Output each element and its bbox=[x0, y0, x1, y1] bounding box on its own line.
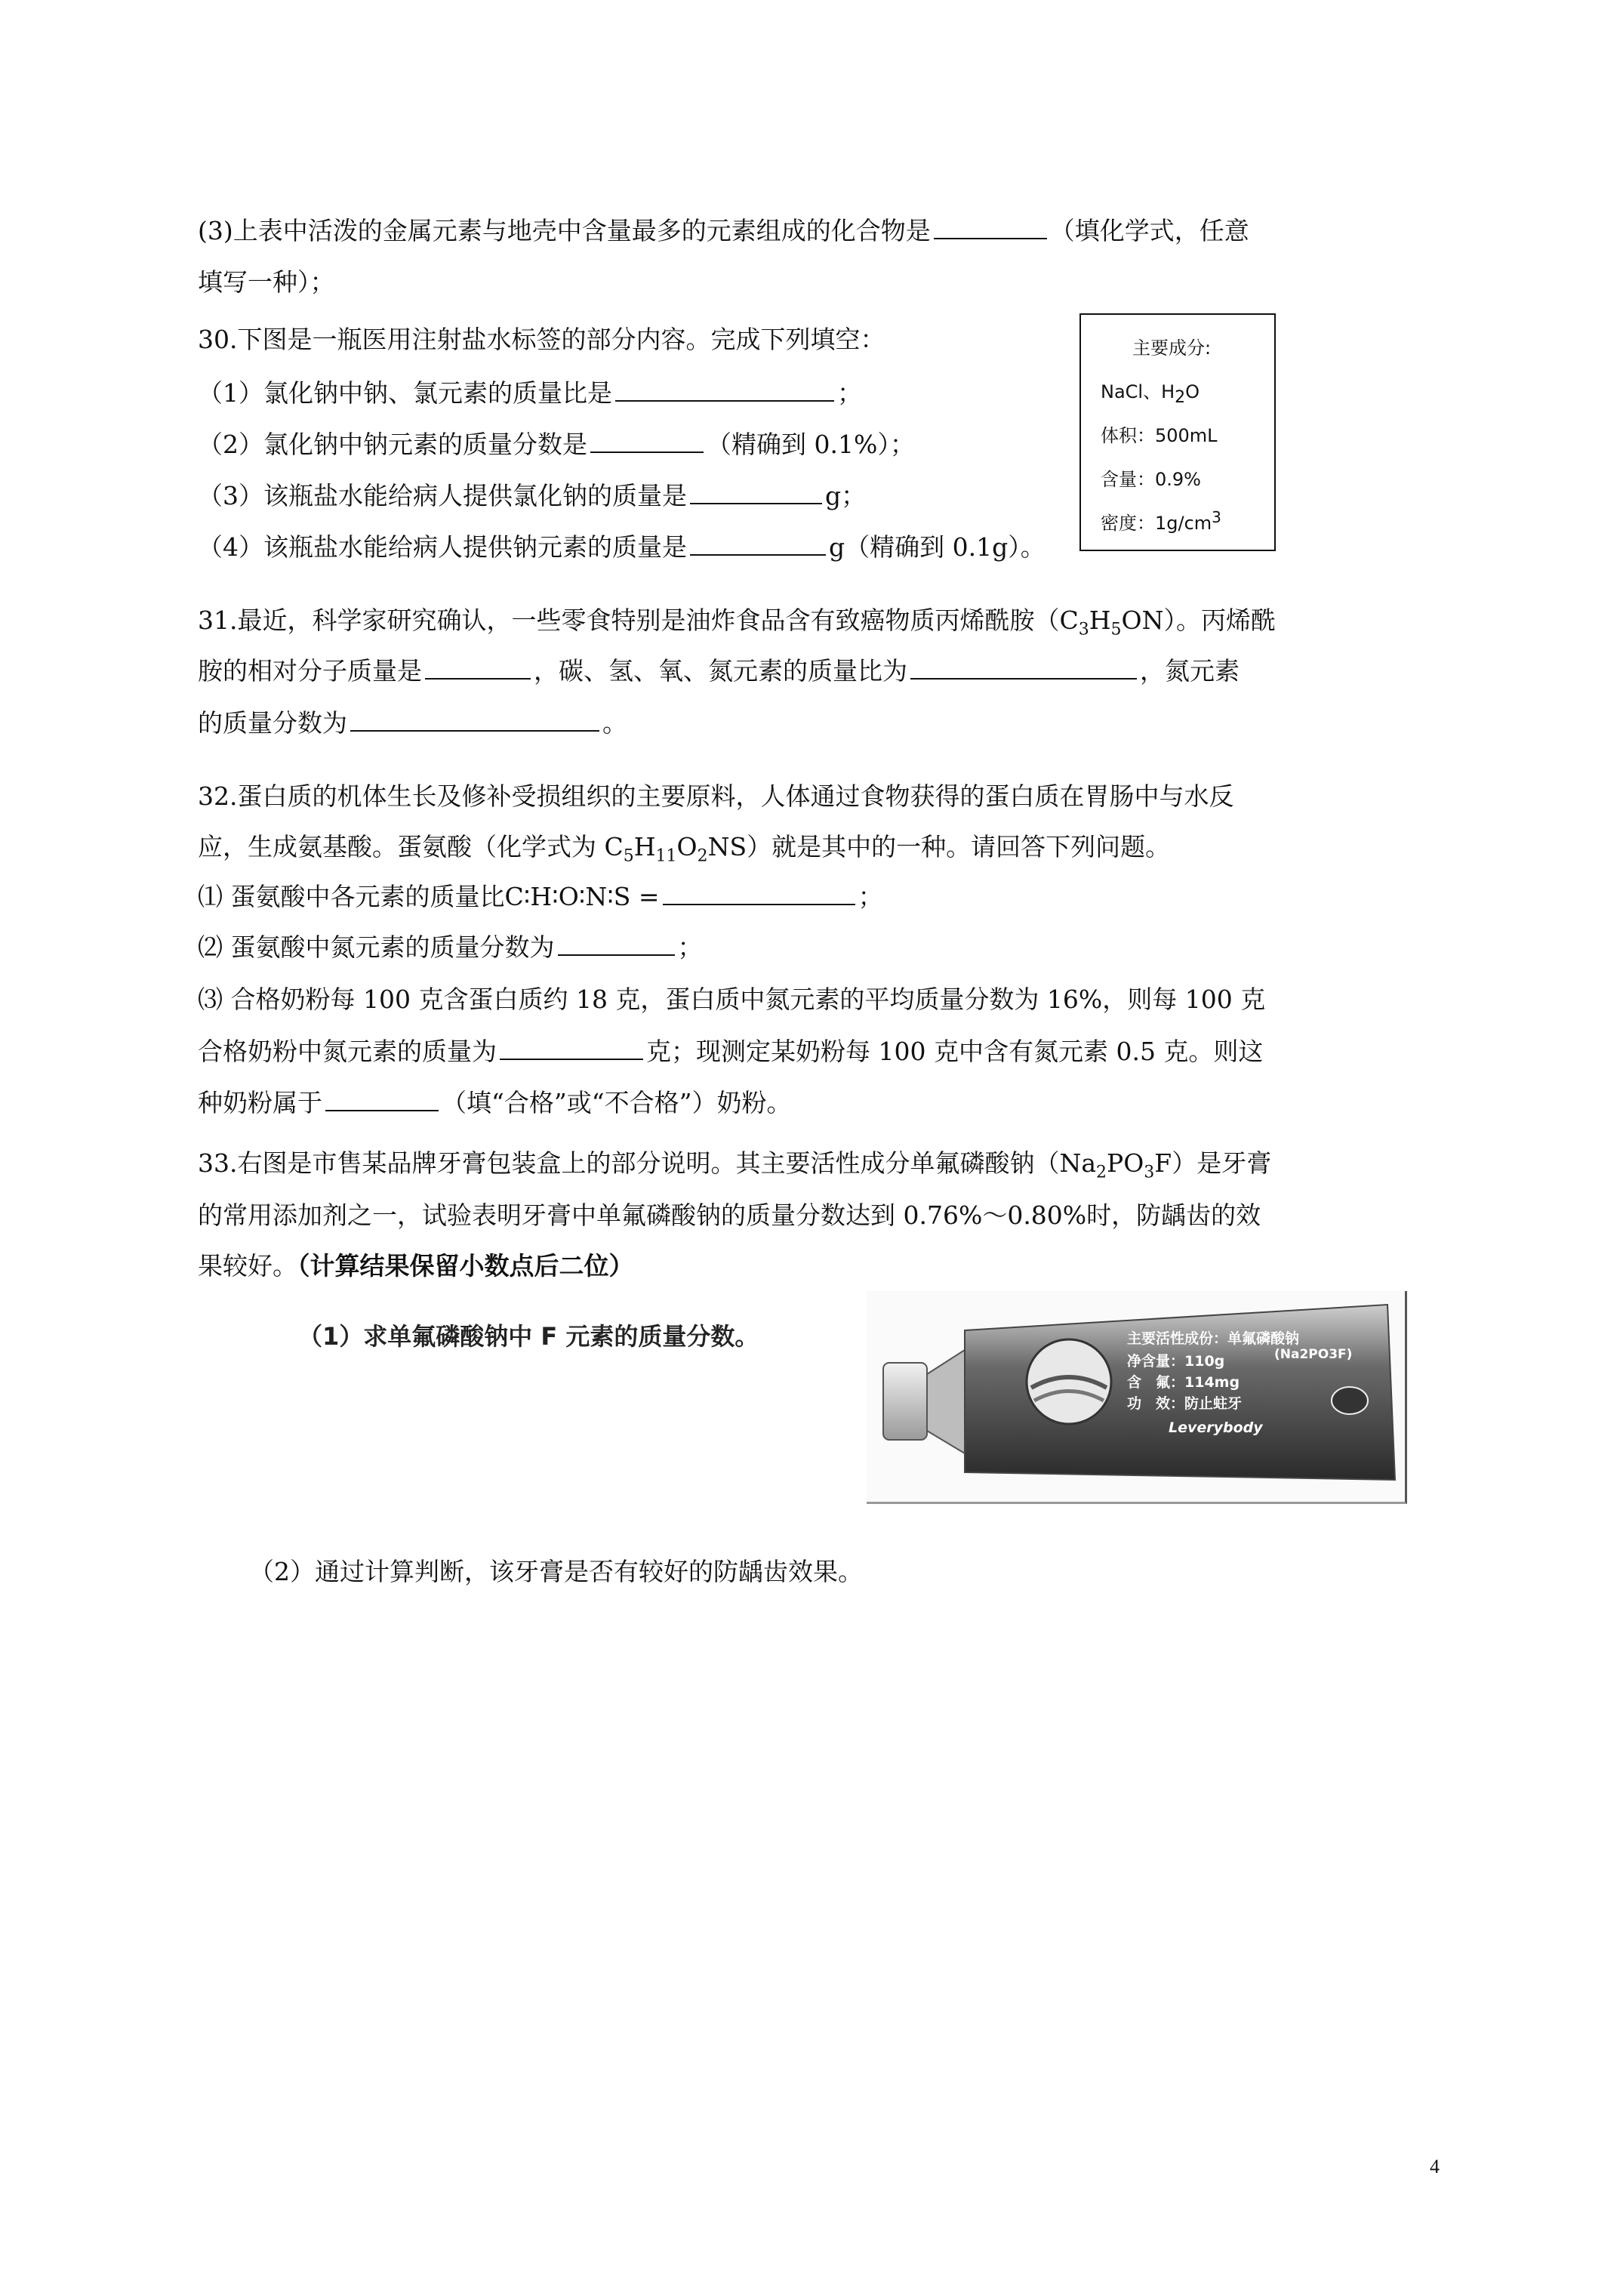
tube-brand: Leverybody bbox=[1169, 1419, 1263, 1436]
q32-line2: 应，生成氨基酸。蛋氨酸（化学式为 $C_5H_{11}O_2NS$）就是其中的一种。请回答下列问题。 bbox=[198, 832, 1171, 866]
toothpaste-image bbox=[867, 1291, 1407, 1504]
answer-blank[interactable] bbox=[934, 214, 1047, 239]
q33-line2: 的常用添加剂之一，试验表明牙膏中单氟磷酸钠的质量分数达到 0.76%～0.80%时，防龋齿的效 bbox=[198, 1200, 1261, 1230]
q32-part3-line2: 合格奶粉中氮元素的质量为 克；现测定某奶粉每 100 克中含有氮元素 0.5 克。则这 bbox=[198, 1034, 1263, 1068]
answer-blank[interactable] bbox=[350, 706, 599, 732]
q32-part1: ⑴ 蛋氨酸中各元素的质量比C∶H∶O∶N∶S = ； bbox=[198, 880, 883, 914]
q31-line3: 的质量分数为 。 bbox=[198, 706, 627, 740]
saline-label-box bbox=[1079, 313, 1276, 551]
tube-ingredient: 主要活性成份：单氟磷酸钠 bbox=[1127, 1330, 1300, 1347]
q33-sub1: （1）求单氟磷酸钠中 F 元素的质量分数。 bbox=[298, 1322, 759, 1351]
q30-part3: （3）该瓶盐水能给病人提供氯化钠的质量是 g； bbox=[198, 479, 866, 513]
label-density: 密度：$1g/cm^3$ bbox=[1101, 508, 1221, 534]
answer-blank[interactable] bbox=[325, 1086, 439, 1111]
label-content: 含量：0.9% bbox=[1101, 469, 1201, 490]
label-formula: NaCl、$H_2O$ bbox=[1101, 381, 1200, 407]
q32-line1: 32.蛋白质的机体生长及修补受损组织的主要原料，人体通过食物获得的蛋白质在胃肠中与水反 bbox=[198, 781, 1234, 811]
answer-blank[interactable] bbox=[663, 880, 855, 905]
q29-3-line2: 填写一种）； bbox=[198, 267, 335, 297]
q29-3-line1: (3)上表中活泼的金属元素与地壳中含量最多的元素组成的化合物是 （填化学式，任意 bbox=[198, 214, 1249, 248]
q30-part4: （4）该瓶盐水能给病人提供钠元素的质量是 g（精确到 0.1g）。 bbox=[198, 530, 1046, 564]
answer-blank[interactable] bbox=[500, 1034, 643, 1060]
tube-formula: (Na2PO3F) bbox=[1274, 1347, 1353, 1362]
q33-line3: 果较好。（计算结果保留小数点后二位） bbox=[198, 1251, 634, 1281]
q32-part2: ⑵ 蛋氨酸中氮元素的质量分数为 ； bbox=[198, 930, 703, 964]
q30-part2: （2）氯化钠中钠元素的质量分数是 （精确到 0.1%）； bbox=[198, 427, 915, 461]
q30-part1: （1）氯化钠中钠、氯元素的质量比是 ； bbox=[198, 376, 862, 410]
answer-blank[interactable] bbox=[615, 376, 834, 402]
answer-blank[interactable] bbox=[558, 930, 675, 956]
tube-fluoride: 含 氟：114mg bbox=[1127, 1374, 1240, 1391]
tube-net-content: 净含量：110g bbox=[1127, 1353, 1225, 1370]
q32-part3-line3: 种奶粉属于 （填“合格”或“不合格”）奶粉。 bbox=[198, 1086, 791, 1120]
answer-blank[interactable] bbox=[690, 530, 826, 556]
q31-line1: 31.最近，科学家研究确认，一些零食特别是油炸食品含有致癌物质丙烯酰胺$(C_3H_5ON)$。丙烯酰 bbox=[198, 606, 1276, 639]
answer-blank[interactable] bbox=[590, 427, 704, 453]
label-volume: 体积：500mL bbox=[1101, 425, 1218, 446]
label-title: 主要成分: bbox=[1132, 337, 1212, 359]
q31-line2: 胺的相对分子质量是 ，碳、氢、氧、氮元素的质量比为 ，氮元素 bbox=[198, 654, 1240, 688]
answer-blank[interactable] bbox=[690, 479, 822, 504]
q33-sub2: （2）通过计算判断，该牙膏是否有较好的防龋齿效果。 bbox=[249, 1557, 863, 1586]
answer-blank[interactable] bbox=[425, 654, 531, 680]
q33-line1: 33.右图是市售某品牌牙膏包装盒上的部分说明。其主要活性成分单氟磷酸钠$(Na_2PO_3F)$是牙膏 bbox=[198, 1148, 1272, 1182]
tube-effect: 功 效：防止蛀牙 bbox=[1127, 1395, 1243, 1412]
page-number: 4 bbox=[1430, 2156, 1440, 2177]
q32-part3-line1: ⑶ 合格奶粉每 100 克含蛋白质约 18 克，蛋白质中氮元素的平均质量分数为 16%，则每 100 克 bbox=[198, 985, 1266, 1014]
answer-blank[interactable] bbox=[910, 654, 1137, 680]
q30-stem: 30.下图是一瓶医用注射盐水标签的部分内容。完成下列填空： bbox=[198, 325, 885, 354]
